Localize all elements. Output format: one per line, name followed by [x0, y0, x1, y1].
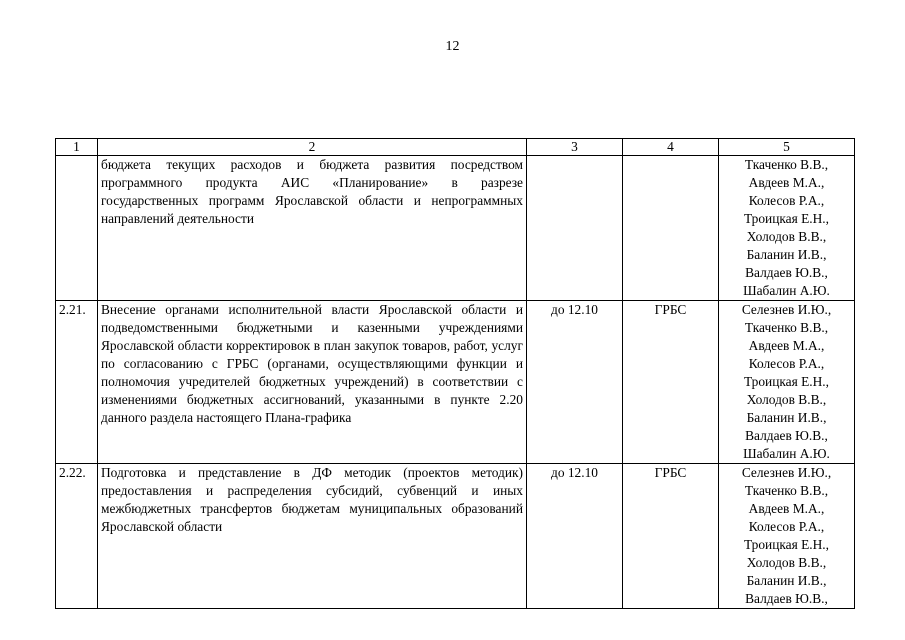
responsible-person: Валдаев Ю.В., — [745, 428, 828, 443]
responsible-person: Баланин И.В., — [746, 573, 827, 588]
responsible-person: Троицкая Е.Н., — [743, 537, 830, 552]
row-executor: ГРБС — [623, 464, 719, 609]
row-executor: ГРБС — [623, 301, 719, 464]
responsible-person: Валдаев Ю.В., — [745, 265, 828, 280]
table-row — [56, 301, 855, 464]
responsible-person: Троицкая Е.Н., — [743, 211, 830, 226]
responsible-person: Авдеев М.А., — [748, 338, 825, 353]
header-col-1: 1 — [56, 139, 98, 156]
responsible-person: Валдаев Ю.В., — [745, 591, 828, 606]
row-responsible — [719, 464, 855, 609]
row-responsible — [719, 301, 855, 464]
responsible-person: Холодов В.В., — [746, 555, 827, 570]
responsible-person: Шабалин А.Ю. — [743, 283, 830, 298]
responsible-person: Баланин И.В., — [746, 410, 827, 425]
responsible-person: Колесов Р.А., — [748, 356, 825, 371]
header-col-2: 2 — [98, 139, 527, 156]
row-executor — [623, 156, 719, 301]
header-col-4: 4 — [623, 139, 719, 156]
responsible-person: Холодов В.В., — [746, 229, 827, 244]
responsible-person: Баланин И.В., — [746, 247, 827, 262]
responsible-person: Холодов В.В., — [746, 392, 827, 407]
responsible-person: Колесов Р.А., — [748, 519, 825, 534]
row-responsible — [719, 156, 855, 301]
responsible-person: Троицкая Е.Н., — [743, 374, 830, 389]
responsible-person: Авдеев М.А., — [748, 501, 825, 516]
table-row — [56, 464, 855, 609]
responsible-person: Ткаченко В.В., — [744, 157, 829, 172]
header-col-3: 3 — [527, 139, 623, 156]
row-deadline: до 12.10 — [527, 301, 623, 464]
row-number — [56, 156, 98, 301]
table-header — [56, 139, 855, 156]
header-col-5: 5 — [719, 139, 855, 156]
responsible-person: Колесов Р.А., — [748, 193, 825, 208]
row-number: 2.22. — [56, 464, 98, 609]
table-row — [56, 156, 855, 301]
responsible-person: Селезнев И.Ю., — [741, 465, 832, 480]
responsible-person: Ткаченко В.В., — [744, 320, 829, 335]
plan-table — [55, 138, 855, 609]
row-description: Подготовка и представление в ДФ методик (проектов методик) предоставления и распределения субсидий, субвенций и иных межбюджетных трансфертов бюджетам муниципальных образований Ярославской области — [98, 464, 527, 609]
responsible-person: Шабалин А.Ю. — [743, 446, 830, 461]
responsible-person: Ткаченко В.В., — [744, 483, 829, 498]
row-description: Внесение органами исполнительной власти Ярославской области и подведомственными бюджетными и казенными учреждениями Ярославской области корректировок в план закупок товаров, работ, услуг по согласованию с ГРБС (органами, осуществляющими функции и полномочия учредителей бюджетных учреждений) в соответствии с изменениями бюджетных ассигнований, указанными в пункте 2.20 данного раздела настоящего Плана-графика — [98, 301, 527, 464]
responsible-person: Селезнев И.Ю., — [741, 302, 832, 317]
row-number: 2.21. — [56, 301, 98, 464]
row-deadline: до 12.10 — [527, 464, 623, 609]
table-body — [56, 156, 855, 609]
header-row — [56, 139, 855, 156]
page-number: 12 — [445, 39, 460, 54]
row-deadline — [527, 156, 623, 301]
responsible-person: Авдеев М.А., — [748, 175, 825, 190]
row-description: бюджета текущих расходов и бюджета развития посредством программного продукта АИС «Планирование» в разрезе государственных программ Ярославской области и непрограммных направлений деятельности — [98, 156, 527, 301]
